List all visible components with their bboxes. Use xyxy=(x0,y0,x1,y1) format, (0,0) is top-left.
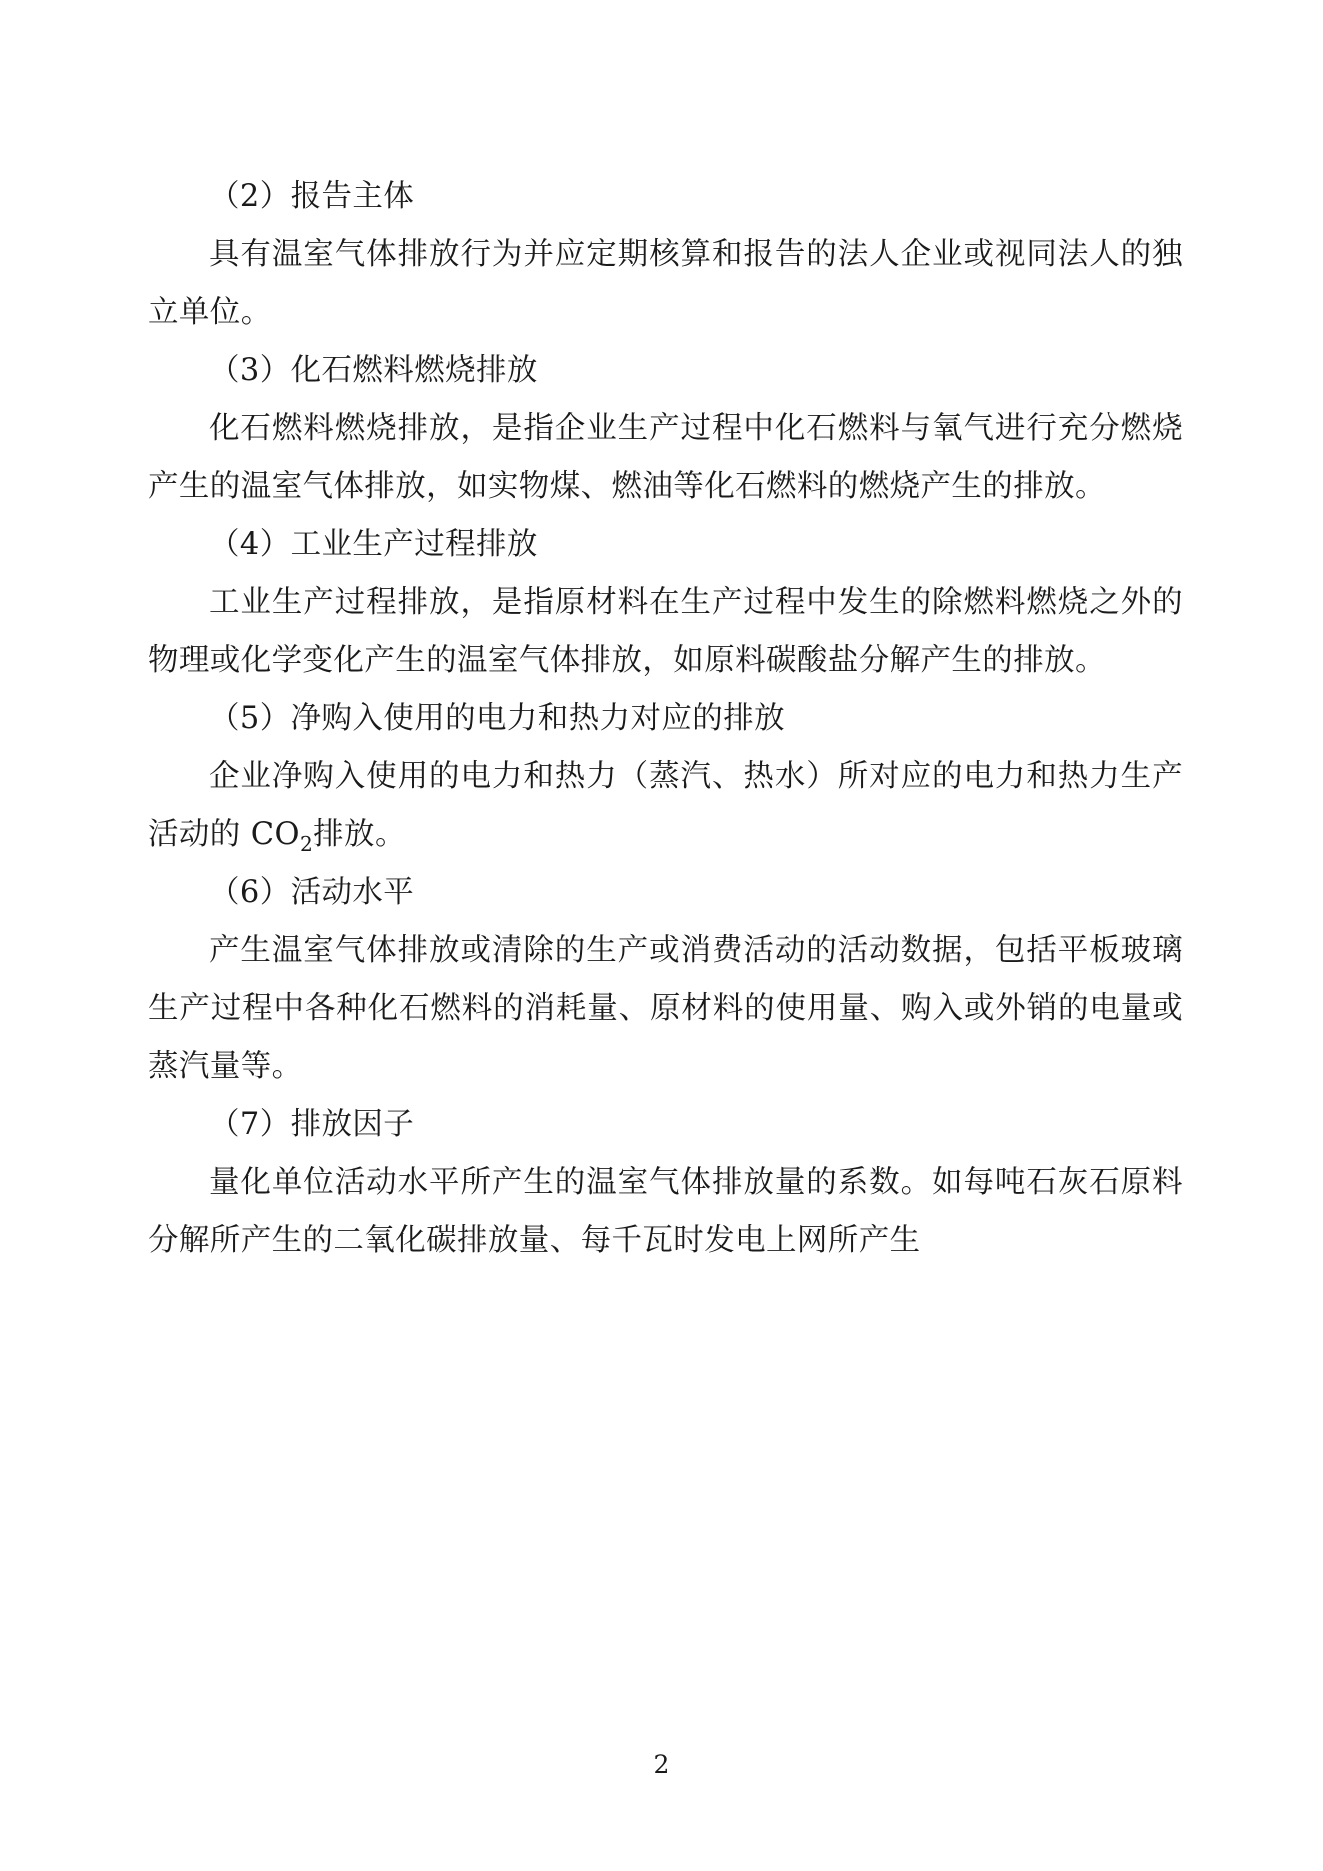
section-heading-7: （7）排放因子 xyxy=(209,1107,415,1142)
co2-subscript: 2 xyxy=(299,832,314,857)
paragraph-5-text-before: 企业净购入使用的电力和热力（蒸汽、热水）所对应的电力和热力生产活动的 CO xyxy=(148,759,1183,852)
section-paragraph-5 xyxy=(148,748,1183,864)
paragraph-5-text-after: 排放。 xyxy=(313,817,406,852)
section-paragraph-2: 具有温室气体排放行为并应定期核算和报告的法人企业或视同法人的独立单位。 xyxy=(148,237,1183,330)
section-paragraph-3: 化石燃料燃烧排放，是指企业生产过程中化石燃料与氧气进行充分燃烧产生的温室气体排放，如实物煤、燃油等化石燃料的燃烧产生的排放。 xyxy=(148,411,1183,504)
section-paragraph-7: 量化单位活动水平所产生的温室气体排放量的系数。如每吨石灰石原料分解所产生的二氧化碳排放量、每千瓦时发电上网所产生 xyxy=(148,1165,1183,1258)
section-heading-6: （6）活动水平 xyxy=(209,875,415,910)
section-heading-5: （5）净购入使用的电力和热力对应的排放 xyxy=(209,701,786,736)
document-body xyxy=(148,168,1183,1270)
section-paragraph-4: 工业生产过程排放，是指原材料在生产过程中发生的除燃料燃烧之外的物理或化学变化产生的温室气体排放，如原料碳酸盐分解产生的排放。 xyxy=(148,585,1183,678)
section-heading-2: （2）报告主体 xyxy=(209,179,415,214)
page-number: 2 xyxy=(653,1750,670,1779)
section-heading-4: （4）工业生产过程排放 xyxy=(209,527,538,562)
section-heading-3: （3）化石燃料燃烧排放 xyxy=(209,353,538,388)
section-paragraph-6: 产生温室气体排放或清除的生产或消费活动的活动数据，包括平板玻璃生产过程中各种化石燃料的消耗量、原材料的使用量、购入或外销的电量或蒸汽量等。 xyxy=(148,933,1183,1084)
